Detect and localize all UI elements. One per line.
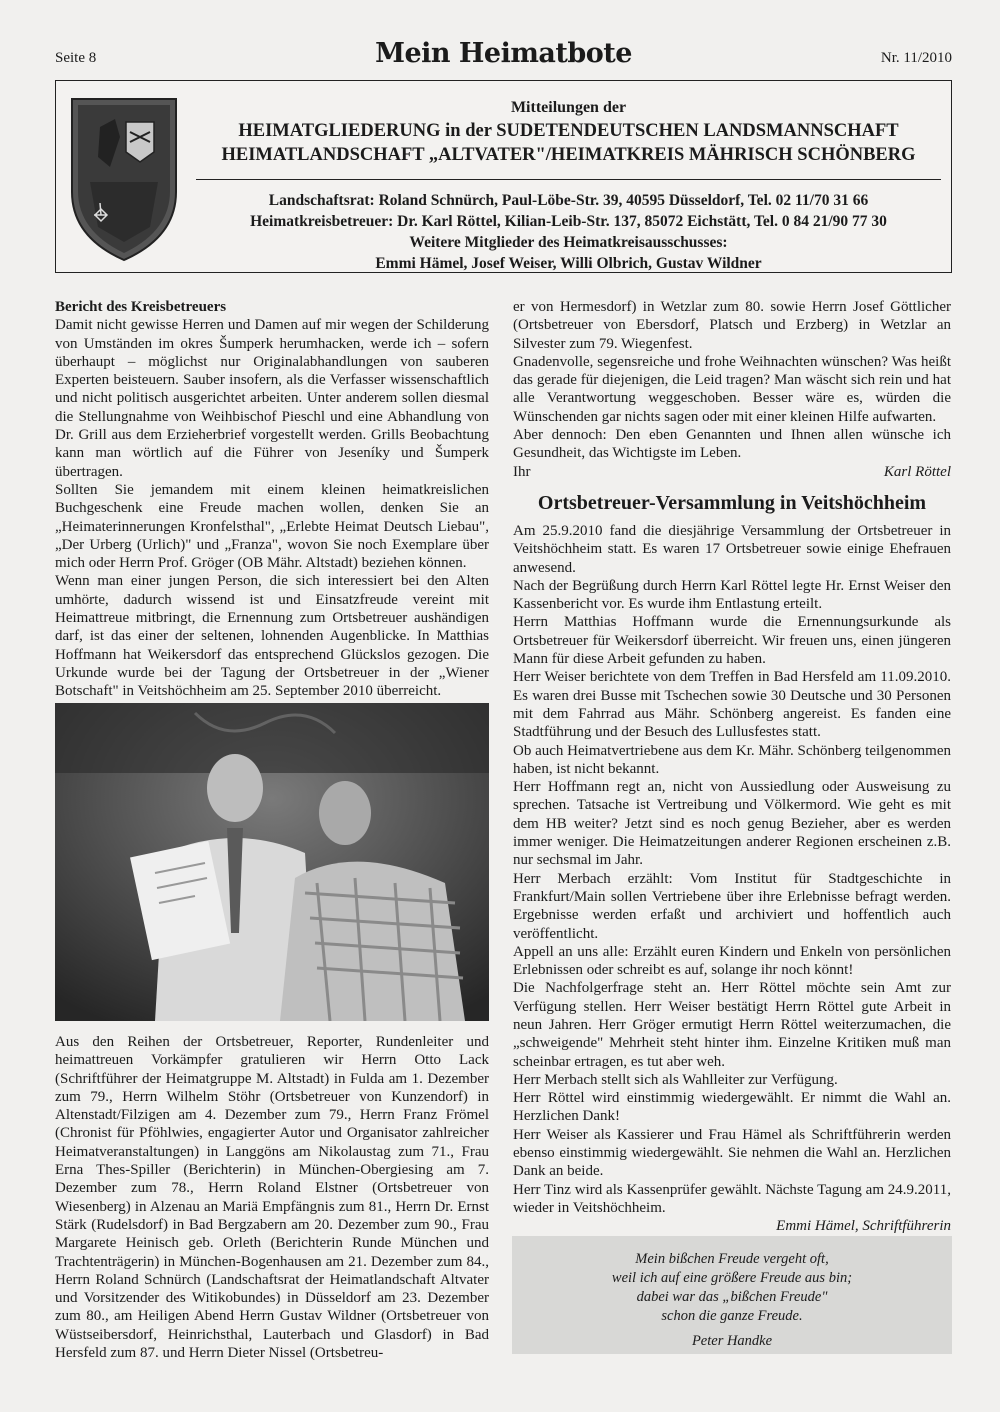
banner-line2: HEIMATGLIEDERUNG in der SUDETENDEUTSCHEN LANDSMANNSCHAFT bbox=[238, 121, 899, 141]
quote-line-4: schon die ganze Freude. bbox=[661, 1308, 803, 1324]
right-paragraph-2: Gnadenvolle, segensreiche und frohe Weihnachten wünschen? Was heißt das gerade für diejenigen, die Leid tragen? Man wäscht sich rein und hat alle Verantwortung weggeschoben. Besser wäre es, würden die Wünschenden gar nichts sagen oder mit einer kleinen Hilfe aufwarten. bbox=[513, 353, 951, 425]
meeting-paragraph-4: Herr Weiser berichtete von dem Treffen in Bad Hersfeld am 11.09.2010. Es waren drei Busse mit Tschechen sowie 30 Deutsche und 30 Personen mit dem Fahrrad aus Mähr. Schönberg angereist. Es fanden eine Stadtführung und der Besuch des Lullusfestes statt. bbox=[513, 669, 951, 741]
meeting-paragraph-3: Herrn Matthias Hoffmann wurde die Ernennungsurkunde als Ortsbetreuer für Weikersdorf überreicht. Wir freuen uns, einen jüngeren Mann für diese Arbeit gefunden zu haben. bbox=[513, 614, 951, 668]
banner-line3: HEIMATLANDSCHAFT „ALTVATER"/HEIMATKREIS MÄHRISCH SCHÖNBERG bbox=[221, 145, 916, 165]
left-paragraph-1: Damit nicht gewisse Herren und Damen auf mir wegen der Schilderung von Umständen im okres Šumperk herumhacken, werde ich – sofern überhaupt – möglichst nur Originalabhandlungen von sauberen Experten beisteuern. Sauber insofern, als die Verfasser wissenschaftlich und nicht politisch ausgerichtet arbeiten. Unter anderem sollen diesmal die Stellungnahme von Weihbischof Pieschl und eine Abhandlung von Dr. Grill aus dem Erzieherbrief vorgestellt werden. Grills Beobachtung kann man wörtlich auf die Führer von Jeseníky und Šumperk übertragen. bbox=[55, 317, 489, 480]
banner-line7: Emmi Hämel, Josef Weiser, Willi Olbrich, Gustav Wildner bbox=[375, 255, 762, 272]
issue-number: Nr. 11/2010 bbox=[880, 50, 952, 66]
signature-row bbox=[513, 463, 951, 481]
banner-line6: Weitere Mitglieder des Heimatkreisausschusses: bbox=[409, 234, 728, 251]
left-column-top bbox=[55, 298, 489, 701]
masthead-title: Mein Heimatbote bbox=[375, 38, 632, 69]
ihr-label: Ihr bbox=[513, 463, 531, 480]
meeting-paragraph-11: Herr Röttel wird einstimmig wiedergewählt. Er nimmt die Wahl an. Herzlichen Dank! bbox=[513, 1090, 951, 1125]
meeting-paragraph-6: Herr Hoffmann regt an, nicht von Aussiedlung oder Ausweisung zu sprechen. Tatsache ist Vertreibung und Völkermord. Wie geht es mit dem HB weiter? Jetzt sind es noch genug Bezieher, aber es werden immer weniger. Die Heimatzeitungen anderer Regionen erscheinen z.B. nur sechsmal im Jahr. bbox=[513, 779, 951, 869]
meeting-paragraph-1: Am 25.9.2010 fand die diesjährige Versammlung der Ortsbetreuer in Veitshöchheim statt. Es waren 17 Ortsbetreuer sowie einige Ehefrauen anwesend. bbox=[513, 522, 951, 576]
left-paragraph-3: Wenn man einer jungen Person, die sich interessiert bei den Alten umhörte, dadurch wissend ist und Einsatzfreude vereint mit Heimattreue mitbringt, die Ernennung zum Ortsbetreuer aushändigen darf, ist das einer der seltenen, lohnenden Augenblicke. In Matthias Hoffmann hat Weikersdorf das entsprechend Glückslos gezogen. Die Urkunde wurde bei der Tagung der Ortsbetreuer in der „Wiener Botschaft" in Veitshöchheim am 25. September 2010 überreicht. bbox=[55, 573, 489, 700]
quote-author: Peter Handke bbox=[691, 1333, 773, 1349]
page-header bbox=[55, 38, 952, 78]
banner-divider bbox=[196, 179, 941, 180]
signature-roettel: Karl Röttel bbox=[883, 463, 951, 480]
quote-line-3: dabei war das „bißchen Freude" bbox=[636, 1289, 828, 1305]
banner-contacts bbox=[196, 190, 941, 274]
coat-of-arms-icon bbox=[70, 97, 178, 262]
meeting-paragraph-9: Die Nachfolgerfrage steht an. Herr Röttel möchte sein Amt zur Verfügung stellen. Herr Weiser bestätigt Herrn Röttel gute Arbeit in neun Jahren. Herr Gröger ermutigt Herrn Röttel weiterzumachen, die „schweigende" Mehrheit steht hinter ihm. Einzelne Kritiken muß man scheinbar ertragen, es tut aber weh. bbox=[513, 980, 951, 1070]
meeting-paragraph-7: Herr Merbach erzählt: Vom Institut für Stadtgeschichte in Frankfurt/Main sollen Vertriebene über ihre Erlebnisse befragt werden. Ergebnisse werden erfaßt und archiviert und hoffentlich auch veröffentlicht. bbox=[513, 870, 951, 942]
banner-heading bbox=[196, 97, 941, 167]
quote-text bbox=[524, 1246, 940, 1349]
signature-haemel: Emmi Hämel, Schriftführerin bbox=[776, 1218, 951, 1235]
left-paragraph-4: Aus den Reihen der Ortsbetreuer, Reporter, Rundenleiter und heimattreuen Vorkämpfer gratulieren wir Herrn Otto Lack (Schriftführer der Heimatgruppe M. Altstadt) in Fulda am 1. Dezember zum 79., Herrn Wilhelm Stöhr (Ortsbetreuer von Kunzendorf) in Altenstadt/Filzigen am 4. Dezember zum 79., Herrn Franz Frömel (Chronist für Pföhlwies, engagierter Autor und Organisator zahlreicher Heimatveranstaltungen) in Langgöns am Nikolaustag zum 71., Frau Erna Thes-Spiller (Berichterin) in München-Obergiesing am 7. Dezember zum 78., Herrn Roland Elstner (Ortsbetreuer von Wiesenberg) in Alzenau an Mariä Empfängnis zum 81., Herrn Dr. Ernst Stärk (Rudelsdorf) in Bad Bergzabern am 20. Dezember zum 90., Frau Margarete Heinisch geb. Orleth (Berichterin Runde München und Trachtenträgerin) in München-Bogenhausen am 21. Dezember zum 84., Herrn Roland Schnürch (Landschaftsrat der Heimatlandschaft Altvater und Vorsitzender des Witikobundes) in Düsseldorf am 23. Dezember zum 80., am Heiligen Abend Herrn Gustav Wildner (Ortsbetreuer von Wüstseibersdorf, Heinrichsthal, Lauterbach und Glasdorf) in Bad Hersfeld zum 87. und Herrn Dieter Nissel (Ortsbetreu- bbox=[55, 1034, 489, 1362]
left-column-bottom bbox=[55, 1033, 489, 1362]
right-paragraph-3: Aber dennoch: Den eben Genannten und Ihnen allen wünsche ich Gesundheit, das Wichtigste im Leben. bbox=[513, 427, 951, 462]
quote-box bbox=[512, 1236, 952, 1354]
right-column bbox=[513, 298, 951, 1236]
meeting-paragraph-8: Appell an uns alle: Erzählt euren Kindern und Enkeln von persönlichen Erlebnissen oder schreibt es auf, solange ihr noch könnt! bbox=[513, 943, 951, 979]
article-heading: Bericht des Kreisbetreuers bbox=[55, 299, 227, 315]
photo-ceremony bbox=[55, 703, 489, 1021]
banner-line5: Heimatkreisbetreuer: Dr. Karl Röttel, Kilian-Leib-Str. 137, 85072 Eichstätt, Tel. 0 84 21/90 77 30 bbox=[250, 213, 887, 230]
left-paragraph-2: Sollten Sie jemandem mit einem kleinen heimatkreislichen Buchgeschenk eine Freude machen wollen, denken Sie an „Heimaterinnerungen Kronfelsthal", „Erlebte Heimat Deutsch Liebau", „Der Urberg (Urlich)" und „Franza", wovon Sie noch Exemplare über mich oder Herrn Prof. Gröger (OB Mähr. Altstadt) beziehen können. bbox=[55, 481, 489, 572]
right-paragraph-1: er von Hermesdorf) in Wetzlar zum 80. sowie Herrn Josef Göttlicher (Ortsbetreuer von Ebersdorf, Platsch und Erzberg) in Wetzlar an Silvester zum 79. Wiegenfest. bbox=[513, 299, 951, 352]
banner-box bbox=[55, 80, 952, 273]
meeting-paragraph-12: Herr Weiser als Kassierer und Frau Hämel als Schriftführerin werden ebenso einstimmig wiedergewählt. Sie nehmen die Wahl an. Herzlichen Dank an beide. bbox=[513, 1126, 951, 1180]
banner-line1: Mitteilungen der bbox=[510, 99, 627, 116]
photo-image bbox=[55, 703, 489, 1021]
banner-line4: Landschaftsrat: Roland Schnürch, Paul-Löbe-Str. 39, 40595 Düsseldorf, Tel. 02 11/70 31 66 bbox=[268, 192, 869, 209]
page-number: Seite 8 bbox=[55, 50, 97, 66]
meeting-paragraph-10: Herr Merbach stellt sich als Wahlleiter zur Verfügung. bbox=[513, 1071, 838, 1088]
meeting-paragraph-13: Herr Tinz wird als Kassenprüfer gewählt. Nächste Tagung am 24.9.2011, wieder in Veitshöchheim. bbox=[513, 1181, 951, 1216]
quote-line-1: Mein bißchen Freude vergeht oft, bbox=[635, 1251, 829, 1267]
quote-line-2: weil ich auf eine größere Freude aus bin; bbox=[611, 1270, 853, 1286]
meeting-paragraph-5: Ob auch Heimatvertriebene aus dem Kr. Mähr. Schönberg teilgenommen haben, ist nicht bekannt. bbox=[513, 742, 951, 777]
meeting-paragraph-2: Nach der Begrüßung durch Herrn Karl Röttel legte Hr. Ernst Weiser den Kassenbericht vor. Es wurde ihm Entlastung erteilt. bbox=[513, 577, 951, 613]
section-headline: Ortsbetreuer-Versammlung in Veitshöchheim bbox=[537, 491, 927, 514]
